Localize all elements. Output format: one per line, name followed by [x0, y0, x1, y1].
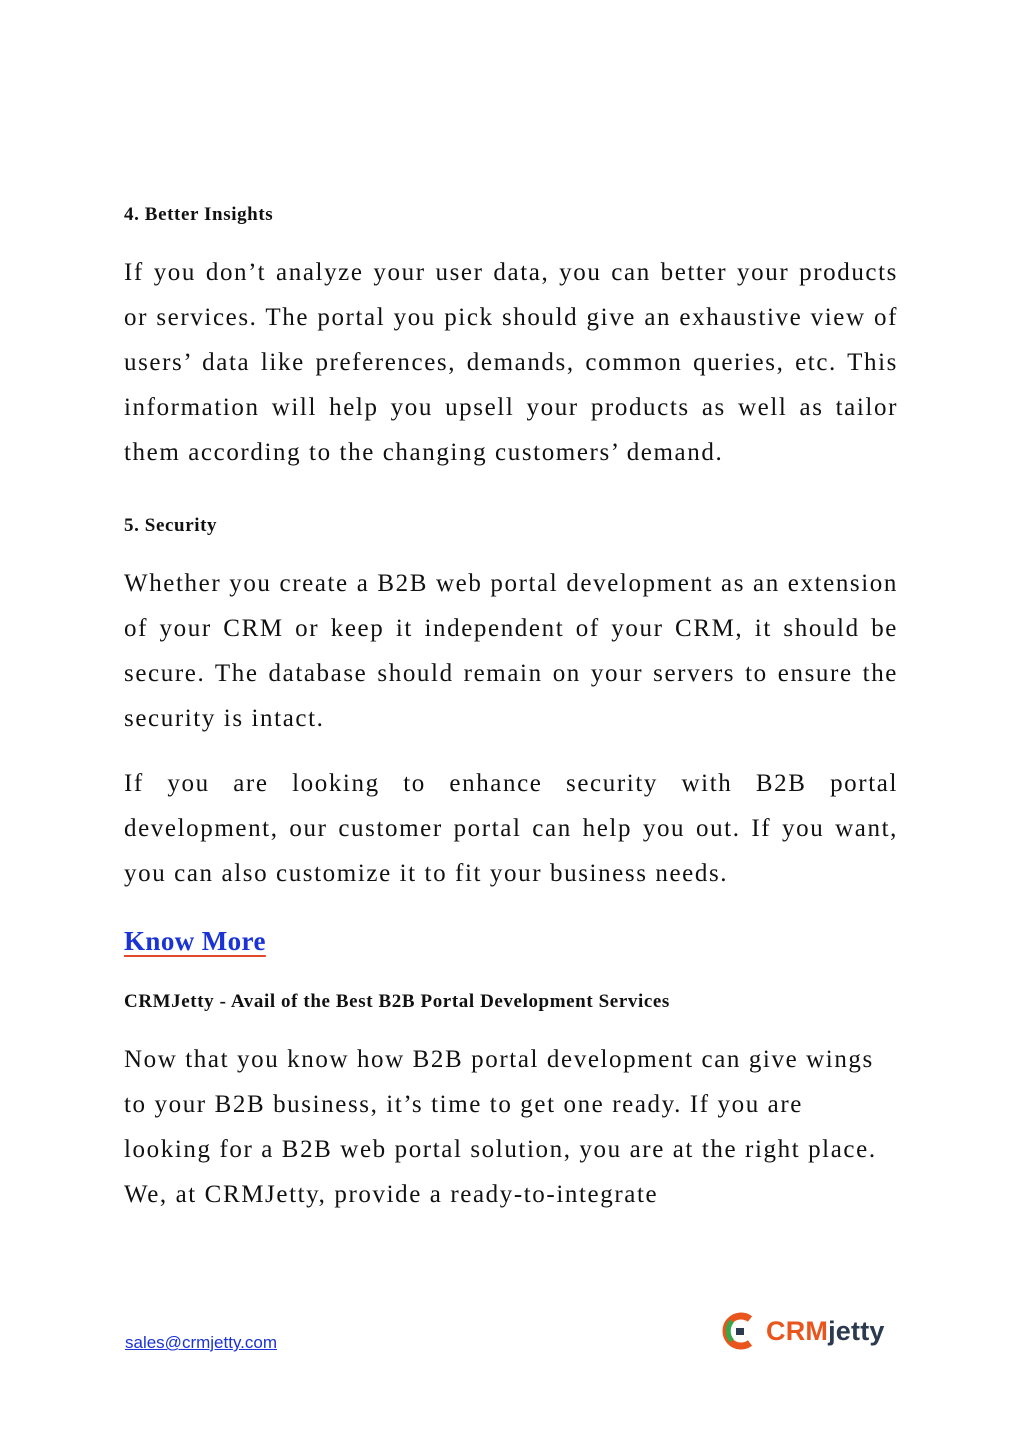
crmjetty-logo-text: [766, 1315, 885, 1346]
know-more-link[interactable]: Know More: [124, 926, 266, 956]
section-heading-better-insights: 4. Better Insights: [124, 204, 274, 225]
section-heading-crmjetty: CRMJetty - Avail of the Best B2B Portal Development Services: [124, 991, 670, 1012]
section-heading-security: 5. Security: [124, 515, 218, 536]
crmjetty-logo: [722, 1306, 898, 1356]
paragraph-crmjetty: Now that you know how B2B portal development can give wings to your B2B business, it’s time to get one ready. If you are looking for a B2B web portal solution, you are at the right place. We, at CRMJetty, provide a ready-to-integrate: [124, 1046, 877, 1208]
paragraph-security-1: Whether you create a B2B web portal development as an extension of your CRM or keep it independent of your CRM, it should be secure. The database should remain on your servers to ensure the security is intact.: [124, 570, 898, 732]
paragraph-better-insights: If you don’t analyze your user data, you can better your products or services. The portal you pick should give an exhaustive view of users’ data like preferences, demands, common queries, etc. This information will help you upsell your products as well as tailor them according to the changing customers’ demand.: [124, 259, 898, 466]
logo-text-crm: CRM: [766, 1315, 829, 1346]
crmjetty-logo-icon: [722, 1311, 760, 1351]
footer-email-link[interactable]: sales@crmjetty.com: [125, 1333, 278, 1352]
paragraph-security-2: If you are looking to enhance security with B2B portal development, our customer portal can help you out. If you want, you can also customize it to fit your business needs.: [124, 770, 898, 887]
logo-text-jetty: jetty: [828, 1315, 885, 1346]
page-content: [124, 202, 898, 1217]
